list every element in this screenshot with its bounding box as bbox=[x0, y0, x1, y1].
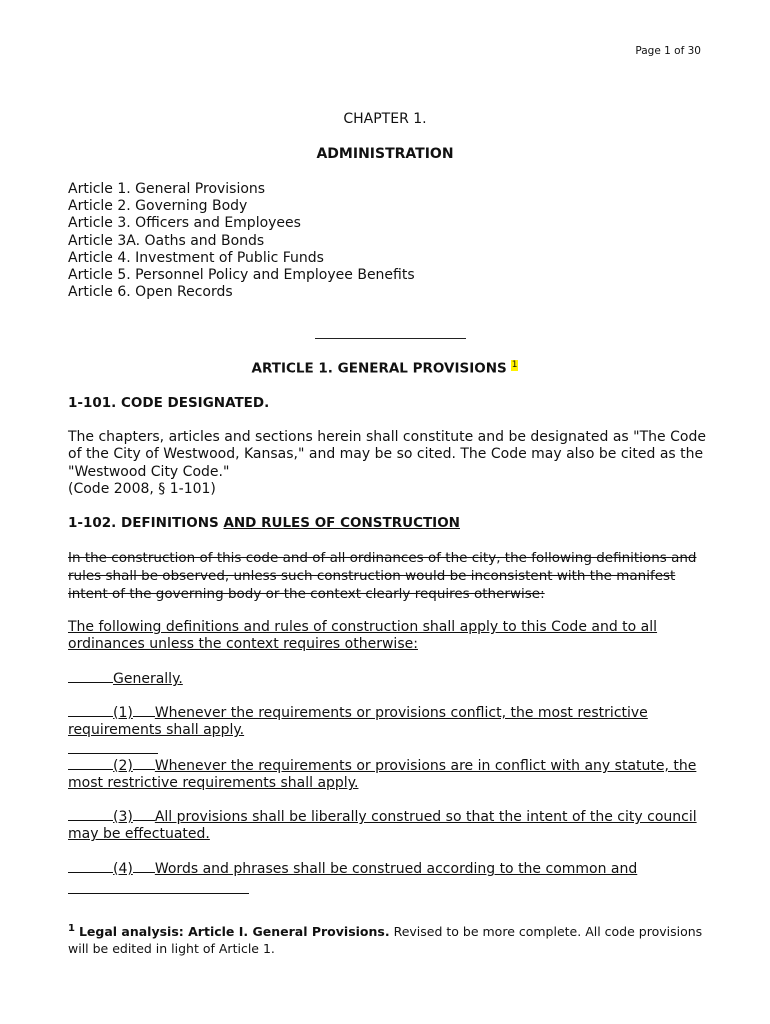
chapter-number: CHAPTER 1. bbox=[343, 111, 427, 127]
tab-marker bbox=[133, 871, 155, 873]
tab-marker bbox=[133, 819, 155, 821]
footnote-reference[interactable]: 1 bbox=[511, 360, 518, 370]
article-title: ARTICLE 1. GENERAL PROVISIONS bbox=[251, 360, 507, 377]
rule-item-4 bbox=[68, 861, 708, 878]
deleted-text: In the construction of this code and of all ordinances of the city, the following definitions and rules shall be observed, unless such construction would be inconsistent with the manifest intent of the governing body or the context clearly requires otherwise: bbox=[68, 550, 697, 603]
rule-text: Whenever the requirements or provisions conflict, the most restrictive requirements shall apply. bbox=[68, 705, 648, 739]
section-history: (Code 2008, § 1-101) bbox=[68, 480, 216, 497]
tab-marker bbox=[68, 681, 113, 683]
rule-item-1 bbox=[68, 705, 708, 740]
table-of-contents bbox=[68, 181, 415, 301]
blank-underline bbox=[68, 753, 158, 754]
tab-marker bbox=[68, 768, 113, 770]
rule-item-3 bbox=[68, 809, 708, 844]
section-text: The chapters, articles and sections herein shall constitute and be designated as "The Code of the City of Westwood, Kansas," and may be so cited. The Code may also be cited as the "Westwood City Code." bbox=[68, 429, 706, 480]
rule-number: (2) bbox=[113, 758, 133, 774]
rule-text: All provisions shall be liberally construed so that the intent of the city council may be effectuated. bbox=[68, 809, 697, 843]
rule-number: (4) bbox=[113, 861, 133, 877]
footnote-number: 1 bbox=[68, 923, 75, 934]
footnote-text: Revised to be more complete. All code provisions will be edited in light of Article 1. bbox=[68, 924, 703, 957]
heading-plain: 1-102. DEFINITIONS bbox=[68, 515, 219, 531]
tab-marker bbox=[68, 819, 113, 821]
rule-number: (1) bbox=[113, 705, 133, 721]
page-number: Page 1 of 30 bbox=[635, 45, 701, 57]
generally-label: Generally. bbox=[113, 671, 183, 687]
toc-item[interactable]: Article 2. Governing Body bbox=[68, 198, 248, 215]
toc-item[interactable]: Article 1. General Provisions bbox=[68, 181, 266, 197]
footnote-separator bbox=[68, 893, 249, 894]
tab-marker bbox=[68, 871, 113, 873]
article-heading bbox=[0, 360, 770, 377]
toc-item[interactable]: Article 5. Personnel Policy and Employee Benefits bbox=[68, 267, 415, 284]
tab-marker bbox=[133, 715, 155, 717]
rule-text: Whenever the requirements or provisions are in conflict with any statute, the most restrictive requirements shall apply. bbox=[68, 758, 697, 792]
section-body-1-101 bbox=[68, 429, 708, 498]
tab-marker bbox=[68, 715, 113, 717]
chapter-title: ADMINISTRATION bbox=[316, 146, 454, 162]
section-heading-1-102 bbox=[68, 515, 708, 532]
toc-item[interactable]: Article 3. Officers and Employees bbox=[68, 215, 301, 232]
toc-item[interactable]: Article 6. Open Records bbox=[68, 284, 233, 301]
tab-marker bbox=[133, 768, 155, 770]
rule-item-2 bbox=[68, 758, 708, 793]
heading-added-text: AND RULES OF CONSTRUCTION bbox=[223, 515, 460, 531]
footnote-title: Legal analysis: Article I. General Provisions. bbox=[78, 924, 390, 940]
rule-text: Words and phrases shall be construed according to the common and bbox=[154, 861, 638, 877]
footnote bbox=[68, 920, 708, 957]
section-separator bbox=[315, 338, 466, 339]
generally-line bbox=[68, 671, 708, 688]
added-intro-text: The following definitions and rules of construction shall apply to this Code and to all ordinances unless the context requires otherwise: bbox=[68, 619, 658, 653]
toc-item[interactable]: Article 3A. Oaths and Bonds bbox=[68, 232, 265, 249]
section-heading-1-101: 1-101. CODE DESIGNATED. bbox=[68, 395, 270, 411]
rule-number: (3) bbox=[113, 809, 133, 825]
toc-item[interactable]: Article 4. Investment of Public Funds bbox=[68, 249, 324, 266]
